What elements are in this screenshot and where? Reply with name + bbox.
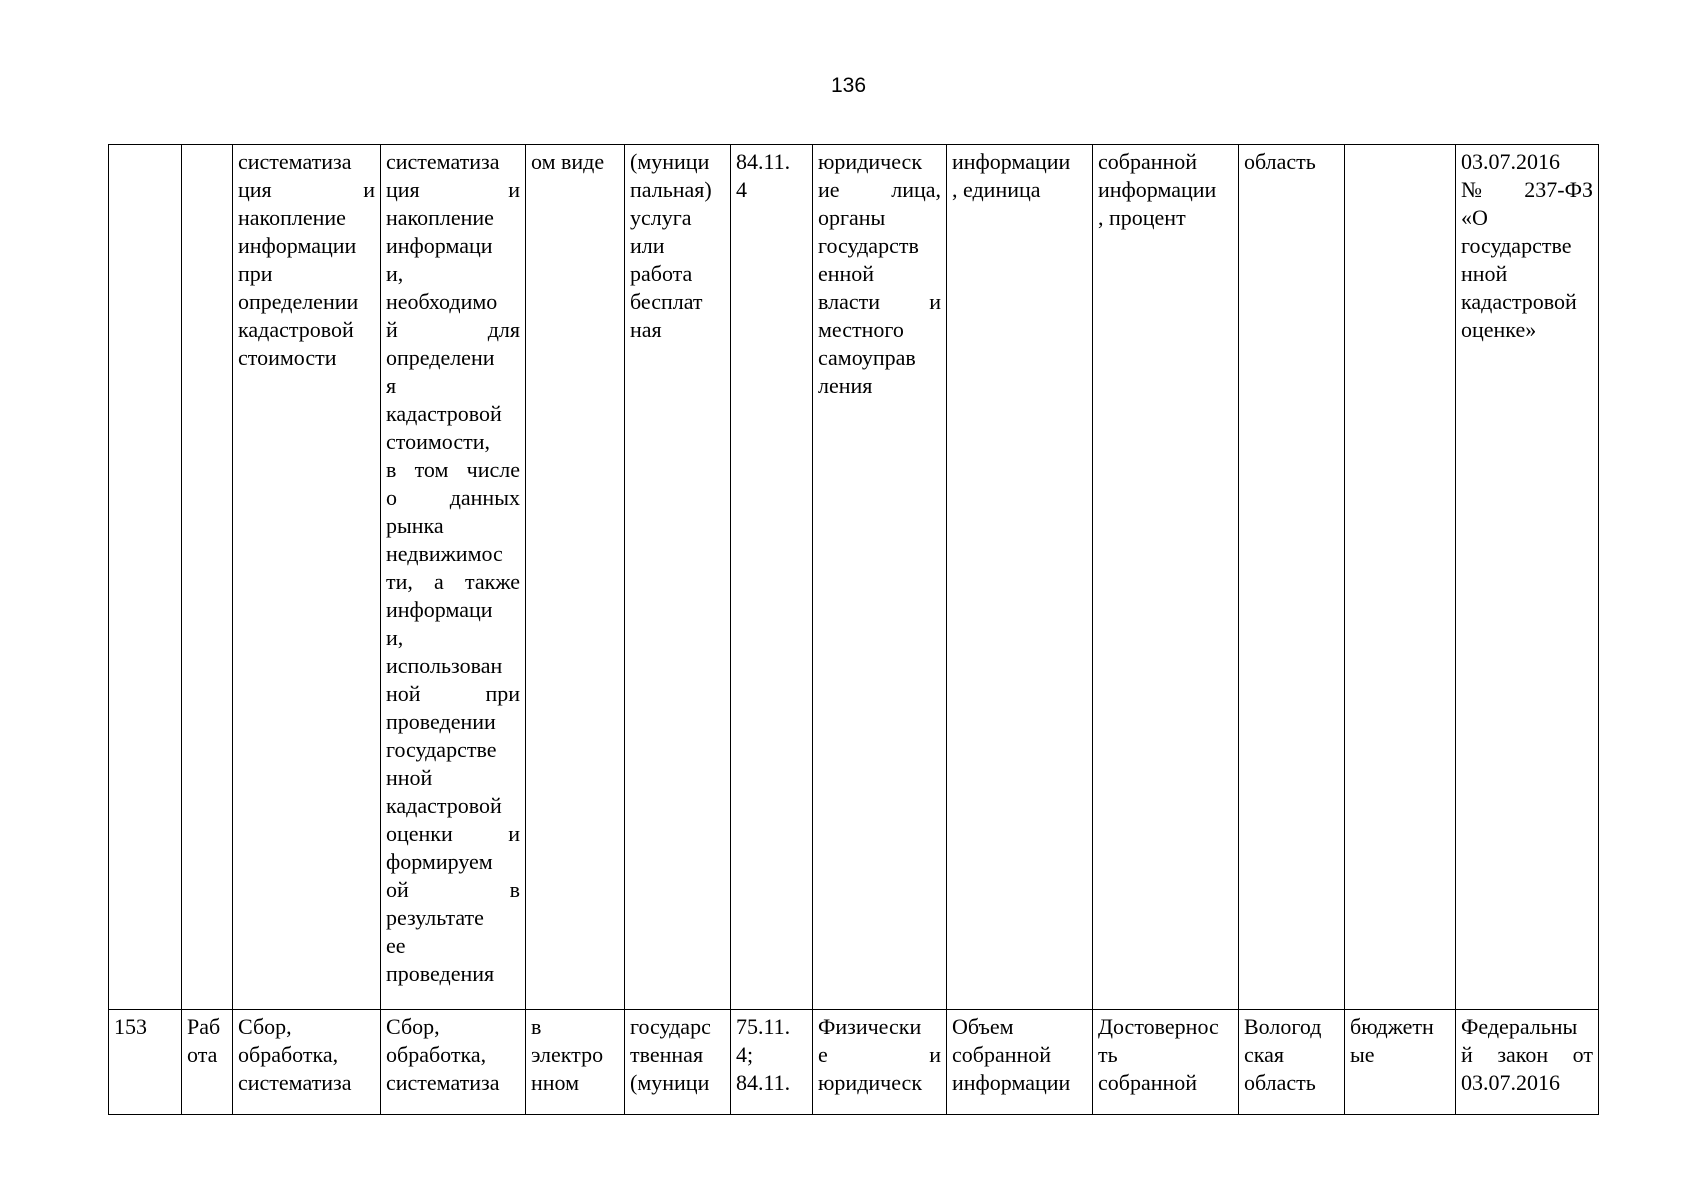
table-cell-col-volume-indicator bbox=[947, 1010, 1093, 1115]
table-cell-col-category bbox=[625, 145, 731, 1010]
cell-text-line: Сбор, bbox=[238, 1014, 292, 1039]
cell-text-line: юридическ bbox=[818, 149, 923, 174]
cell-text-line: информации bbox=[952, 149, 1071, 174]
table-cell-col-form bbox=[526, 145, 625, 1010]
cell-text-line: в bbox=[531, 1014, 542, 1039]
cell-text-line: область bbox=[1244, 149, 1316, 174]
cell-text-line: ская bbox=[1244, 1042, 1285, 1067]
cell-text-line: область bbox=[1244, 1070, 1316, 1095]
cell-text-line: ота bbox=[187, 1042, 218, 1067]
cell-text-line: ее bbox=[386, 933, 406, 958]
cell-text-line: власти и bbox=[818, 289, 941, 314]
cell-text-line: о данных bbox=[386, 485, 520, 510]
cell-text-line: «О bbox=[1461, 205, 1488, 230]
cell-text-line: собранной bbox=[1098, 149, 1198, 174]
cell-text-line: в том числе bbox=[386, 457, 520, 482]
cell-text-line: ция и bbox=[238, 177, 375, 202]
table-row bbox=[109, 145, 1599, 1010]
cell-text-line: систематиза bbox=[386, 149, 500, 174]
table-cell-col-payment bbox=[1345, 145, 1456, 1010]
cell-text-line: информации bbox=[238, 233, 357, 258]
cell-text-line: ой в bbox=[386, 877, 520, 902]
table-cell-col-category bbox=[625, 1010, 731, 1115]
cell-text-line: органы bbox=[818, 205, 886, 230]
cell-text-line: рынка bbox=[386, 513, 444, 538]
table-cell-col-volume-indicator bbox=[947, 145, 1093, 1010]
cell-text-line: услуга bbox=[630, 205, 692, 230]
cell-text-line: работа bbox=[630, 261, 693, 286]
cell-text-line: я bbox=[386, 373, 397, 398]
cell-text-line: Достовернос bbox=[1098, 1014, 1219, 1039]
table-cell-col-name bbox=[233, 145, 381, 1010]
cell-text-line: обработка, bbox=[386, 1042, 487, 1067]
table-cell-col-type bbox=[182, 1010, 233, 1115]
cell-text-line: ть bbox=[1098, 1042, 1118, 1067]
cell-text-line: использован bbox=[386, 653, 503, 678]
cell-text-line: 4 bbox=[736, 177, 747, 202]
cell-text-line: информации bbox=[952, 1070, 1071, 1095]
cell-text-line: стоимости, bbox=[386, 429, 490, 454]
cell-text-line: ые bbox=[1350, 1042, 1375, 1067]
cell-text-line: бюджетн bbox=[1350, 1014, 1434, 1039]
table-row bbox=[109, 1010, 1599, 1115]
table-cell-col-consumers bbox=[813, 145, 947, 1010]
cell-text-line: нном bbox=[531, 1070, 580, 1095]
cell-text-line: государстве bbox=[386, 737, 497, 762]
cell-text-line: необходимо bbox=[386, 289, 498, 314]
cell-text-line: при bbox=[238, 261, 273, 286]
cell-text-line: информаци bbox=[386, 597, 493, 622]
cell-text-line: собранной bbox=[952, 1042, 1052, 1067]
cell-text-line: , процент bbox=[1098, 205, 1186, 230]
cell-text-line: 153 bbox=[114, 1014, 147, 1039]
cell-text-line: или bbox=[630, 233, 665, 258]
cell-text-line: накопление bbox=[386, 205, 494, 230]
cell-text-line: ция и bbox=[386, 177, 520, 202]
cell-text-line: недвижимос bbox=[386, 541, 503, 566]
table-cell-col-type bbox=[182, 145, 233, 1010]
cell-text-line: (муници bbox=[630, 1070, 710, 1095]
table-cell-col-okved bbox=[731, 145, 813, 1010]
cell-text-line: ом виде bbox=[531, 149, 605, 174]
cell-text-line: информации bbox=[1098, 177, 1217, 202]
cell-text-line: информаци bbox=[386, 233, 493, 258]
cell-text-line: е и bbox=[818, 1042, 941, 1067]
table-cell-col-legal-basis bbox=[1456, 1010, 1599, 1115]
cell-text-line: Сбор, bbox=[386, 1014, 440, 1039]
table-cell-col-quality-indicator bbox=[1093, 1010, 1239, 1115]
page-number: 136 bbox=[830, 74, 867, 97]
cell-text-line: Физически bbox=[818, 1014, 922, 1039]
cell-text-line: кадастровой bbox=[238, 317, 354, 342]
cell-text-line: Объем bbox=[952, 1014, 1014, 1039]
cell-text-line: юридическ bbox=[818, 1070, 923, 1095]
cell-text-line: нной bbox=[386, 765, 433, 790]
cell-text-line: проведения bbox=[386, 961, 495, 986]
cell-text-line: результате bbox=[386, 905, 484, 930]
cell-text-line: , единица bbox=[952, 177, 1041, 202]
table-cell-col-content bbox=[381, 145, 526, 1010]
table-cell-col-payment bbox=[1345, 1010, 1456, 1115]
cell-text-line: стоимости bbox=[238, 345, 337, 370]
table-cell-col-form bbox=[526, 1010, 625, 1115]
table-cell-col-number bbox=[109, 145, 182, 1010]
cell-text-line: 84.11. bbox=[736, 149, 791, 174]
table-cell-col-region bbox=[1239, 145, 1345, 1010]
cell-text-line: накопление bbox=[238, 205, 346, 230]
cell-text-line: оценки и bbox=[386, 821, 520, 846]
cell-text-line: 75.11. bbox=[736, 1014, 791, 1039]
cell-text-line: кадастровой bbox=[386, 401, 502, 426]
cell-text-line: ной при bbox=[386, 681, 520, 706]
cell-text-line: обработка, bbox=[238, 1042, 339, 1067]
cell-text-line: государстве bbox=[1461, 233, 1572, 258]
cell-text-line: кадастровой bbox=[386, 793, 502, 818]
cell-text-line: бесплат bbox=[630, 289, 703, 314]
table-cell-col-quality-indicator bbox=[1093, 145, 1239, 1010]
cell-text-line: (муници bbox=[630, 149, 710, 174]
cell-text-line: электро bbox=[531, 1042, 604, 1067]
cell-text-line: местного bbox=[818, 317, 904, 342]
cell-text-line: 03.07.2016 bbox=[1461, 1070, 1560, 1095]
cell-text-line: Вологод bbox=[1244, 1014, 1322, 1039]
table-cell-col-region bbox=[1239, 1010, 1345, 1115]
cell-text-line: Федеральны bbox=[1461, 1014, 1578, 1039]
table-cell-col-number bbox=[109, 1010, 182, 1115]
table-cell-col-content bbox=[381, 1010, 526, 1115]
cell-text-line: ти, а также bbox=[386, 569, 520, 594]
cell-text-line: енной bbox=[818, 261, 875, 286]
cell-text-line: твенная bbox=[630, 1042, 704, 1067]
registry-table bbox=[108, 144, 1599, 1115]
cell-text-line: и, bbox=[386, 625, 404, 650]
cell-text-line: государс bbox=[630, 1014, 711, 1039]
cell-text-line: систематиза bbox=[238, 1070, 352, 1095]
cell-text-line: проведении bbox=[386, 709, 496, 734]
table-cell-col-legal-basis bbox=[1456, 145, 1599, 1010]
cell-text-line: й закон от bbox=[1461, 1042, 1593, 1067]
cell-text-line: собранной bbox=[1098, 1070, 1198, 1095]
cell-text-line: определении bbox=[238, 289, 359, 314]
cell-text-line: 03.07.2016 bbox=[1461, 149, 1560, 174]
cell-text-line: № 237-ФЗ bbox=[1461, 177, 1593, 202]
cell-text-line: формируем bbox=[386, 849, 493, 874]
cell-text-line: пальная) bbox=[630, 177, 712, 202]
cell-text-line: самоуправ bbox=[818, 345, 916, 370]
cell-text-line: кадастровой bbox=[1461, 289, 1577, 314]
cell-text-line: Раб bbox=[187, 1014, 221, 1039]
cell-text-line: ная bbox=[630, 317, 662, 342]
cell-text-line: оценке» bbox=[1461, 317, 1537, 342]
cell-text-line: 84.11. bbox=[736, 1070, 791, 1095]
cell-text-line: государств bbox=[818, 233, 919, 258]
cell-text-line: систематиза bbox=[238, 149, 352, 174]
cell-text-line: определени bbox=[386, 345, 495, 370]
cell-text-line: ления bbox=[818, 373, 873, 398]
cell-text-line: и, bbox=[386, 261, 404, 286]
table-cell-col-name bbox=[233, 1010, 381, 1115]
table-body bbox=[109, 145, 1599, 1115]
cell-text-line: нной bbox=[1461, 261, 1508, 286]
cell-text-line: систематиза bbox=[386, 1070, 500, 1095]
cell-text-line: ие лица, bbox=[818, 177, 941, 202]
cell-text-line: 4; bbox=[736, 1042, 754, 1067]
table-cell-col-okved bbox=[731, 1010, 813, 1115]
cell-text-line: й для bbox=[386, 317, 520, 342]
table-cell-col-consumers bbox=[813, 1010, 947, 1115]
